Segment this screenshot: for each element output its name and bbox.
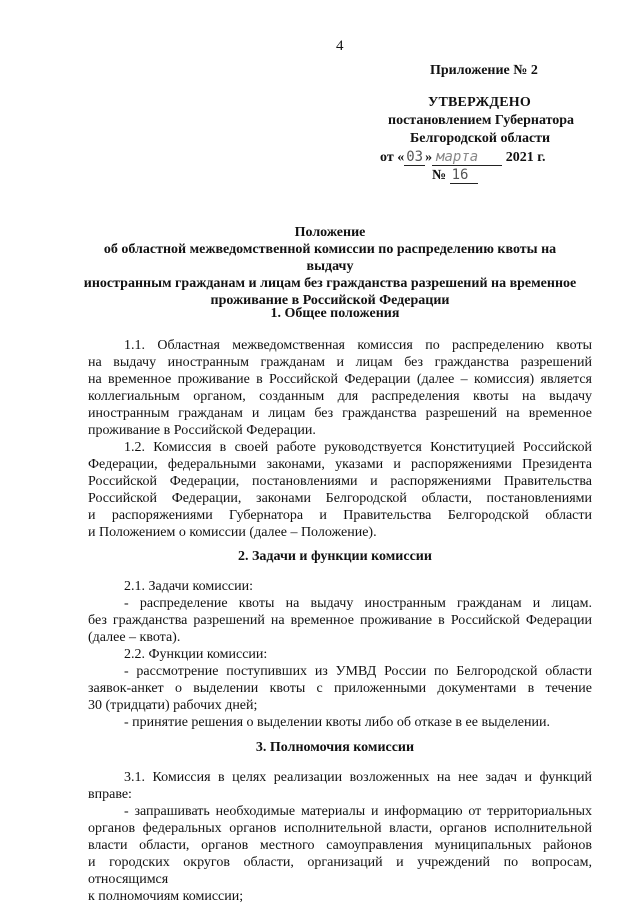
text-line: к полномочиям комиссии; xyxy=(88,889,244,904)
date-month: марта xyxy=(432,149,502,166)
text-line: 1.2. Комиссия в своей работе руководствуется Конституцией Российской xyxy=(124,440,592,455)
text-line: 3.1. Комиссия в целях реализации возложенных на нее задач и функций вправе: xyxy=(88,770,592,802)
text-line: на выдачу иностранным гражданам и лицам без гражданства разрешений xyxy=(88,355,592,370)
date-mid: » xyxy=(425,150,433,165)
text-line: 30 (тридцати) рабочих дней; xyxy=(88,698,258,713)
text-line: органов федеральных органов исполнительной власти, органов исполнительной xyxy=(88,821,592,836)
text-line: - рассмотрение поступивших из УМВД России по Белгородской области xyxy=(124,664,592,679)
title-line-4: проживание в Российской Федерации xyxy=(210,293,450,308)
section-heading-2: 2. Задачи и функции комиссии xyxy=(238,549,432,564)
date-day: 03 xyxy=(406,149,424,165)
text-line: Российской Федерации, законами Белгородской области, постановлениями xyxy=(88,491,592,506)
text-line: 1.1. Областная межведомственная комиссия по распределению квоты xyxy=(124,338,592,353)
approval-date xyxy=(380,148,546,167)
text-line: 2.2. Функции комиссии: xyxy=(124,647,268,662)
approved-heading: УТВЕРЖДЕНО xyxy=(428,95,531,110)
section-heading-3: 3. Полномочия комиссии xyxy=(255,740,415,755)
approval-line-2: Белгородской области xyxy=(410,131,551,146)
title-line-3: иностранным гражданам и лицам без гражданства разрешений на временное xyxy=(83,276,577,291)
text-line: без гражданства разрешений на временное проживание в Российской Федерации xyxy=(88,613,592,628)
text-line: Российской Федерации, постановлениями и распоряжениями Правительства xyxy=(88,474,592,489)
text-line: на временное проживание в Российской Федерации (далее – комиссия) является xyxy=(88,372,592,387)
approval-line-1: постановлением Губернатора xyxy=(388,113,575,128)
text-line: Федерации, федеральными законами, указами и распоряжениями Президента xyxy=(88,457,592,472)
paragraph-1-1 xyxy=(88,337,592,439)
text-line: и городских округов области, организаций и учреждений по вопросам, относящимся xyxy=(88,855,592,887)
text-line: - распределение квоты на выдачу иностранным гражданам и лицам. xyxy=(124,596,592,611)
section-heading-1: 1. Общее положения xyxy=(270,306,400,321)
text-line: власти области, органов местного самоуправления муниципальных районов xyxy=(88,838,592,853)
text-line: заявок-анкет о выделении квоты с приложенными документами в течение xyxy=(88,681,592,696)
number-prefix: № xyxy=(432,168,447,183)
page-number: 4 xyxy=(336,38,344,54)
title-line-1: Положение xyxy=(294,225,366,240)
text-line: и распоряжениями Губернатора и Правительства Белгородской области xyxy=(88,508,592,523)
text-line: - принятие решения о выделении квоты либо об отказе в ее выделении. xyxy=(124,715,550,730)
text-line: проживание в Российской Федерации. xyxy=(88,423,316,438)
title-line-2: об областной межведомственной комиссии по распределению квоты на выдачу xyxy=(103,242,557,274)
text-line: коллегиальным органом, созданным для распределения квоты на выдачу xyxy=(88,389,592,404)
text-line: 2.1. Задачи комиссии: xyxy=(124,579,254,594)
document-title xyxy=(80,224,580,309)
number-value: 16 xyxy=(450,167,479,184)
date-year: 2021 г. xyxy=(505,150,546,165)
section-3-body xyxy=(88,769,592,905)
text-line: и Положением о комиссии (далее – Положение). xyxy=(88,525,377,540)
text-line: - запрашивать необходимые материалы и информацию от территориальных xyxy=(124,804,592,819)
date-prefix: от « xyxy=(380,150,405,165)
approval-number xyxy=(432,166,478,185)
appendix-label: Приложение № 2 xyxy=(430,63,538,78)
paragraph-1-2 xyxy=(88,439,592,541)
section-2-body xyxy=(88,578,592,731)
text-line: иностранным гражданам и лицам без гражданства разрешений на временное xyxy=(88,406,592,421)
text-line: (далее – квота). xyxy=(88,630,181,645)
